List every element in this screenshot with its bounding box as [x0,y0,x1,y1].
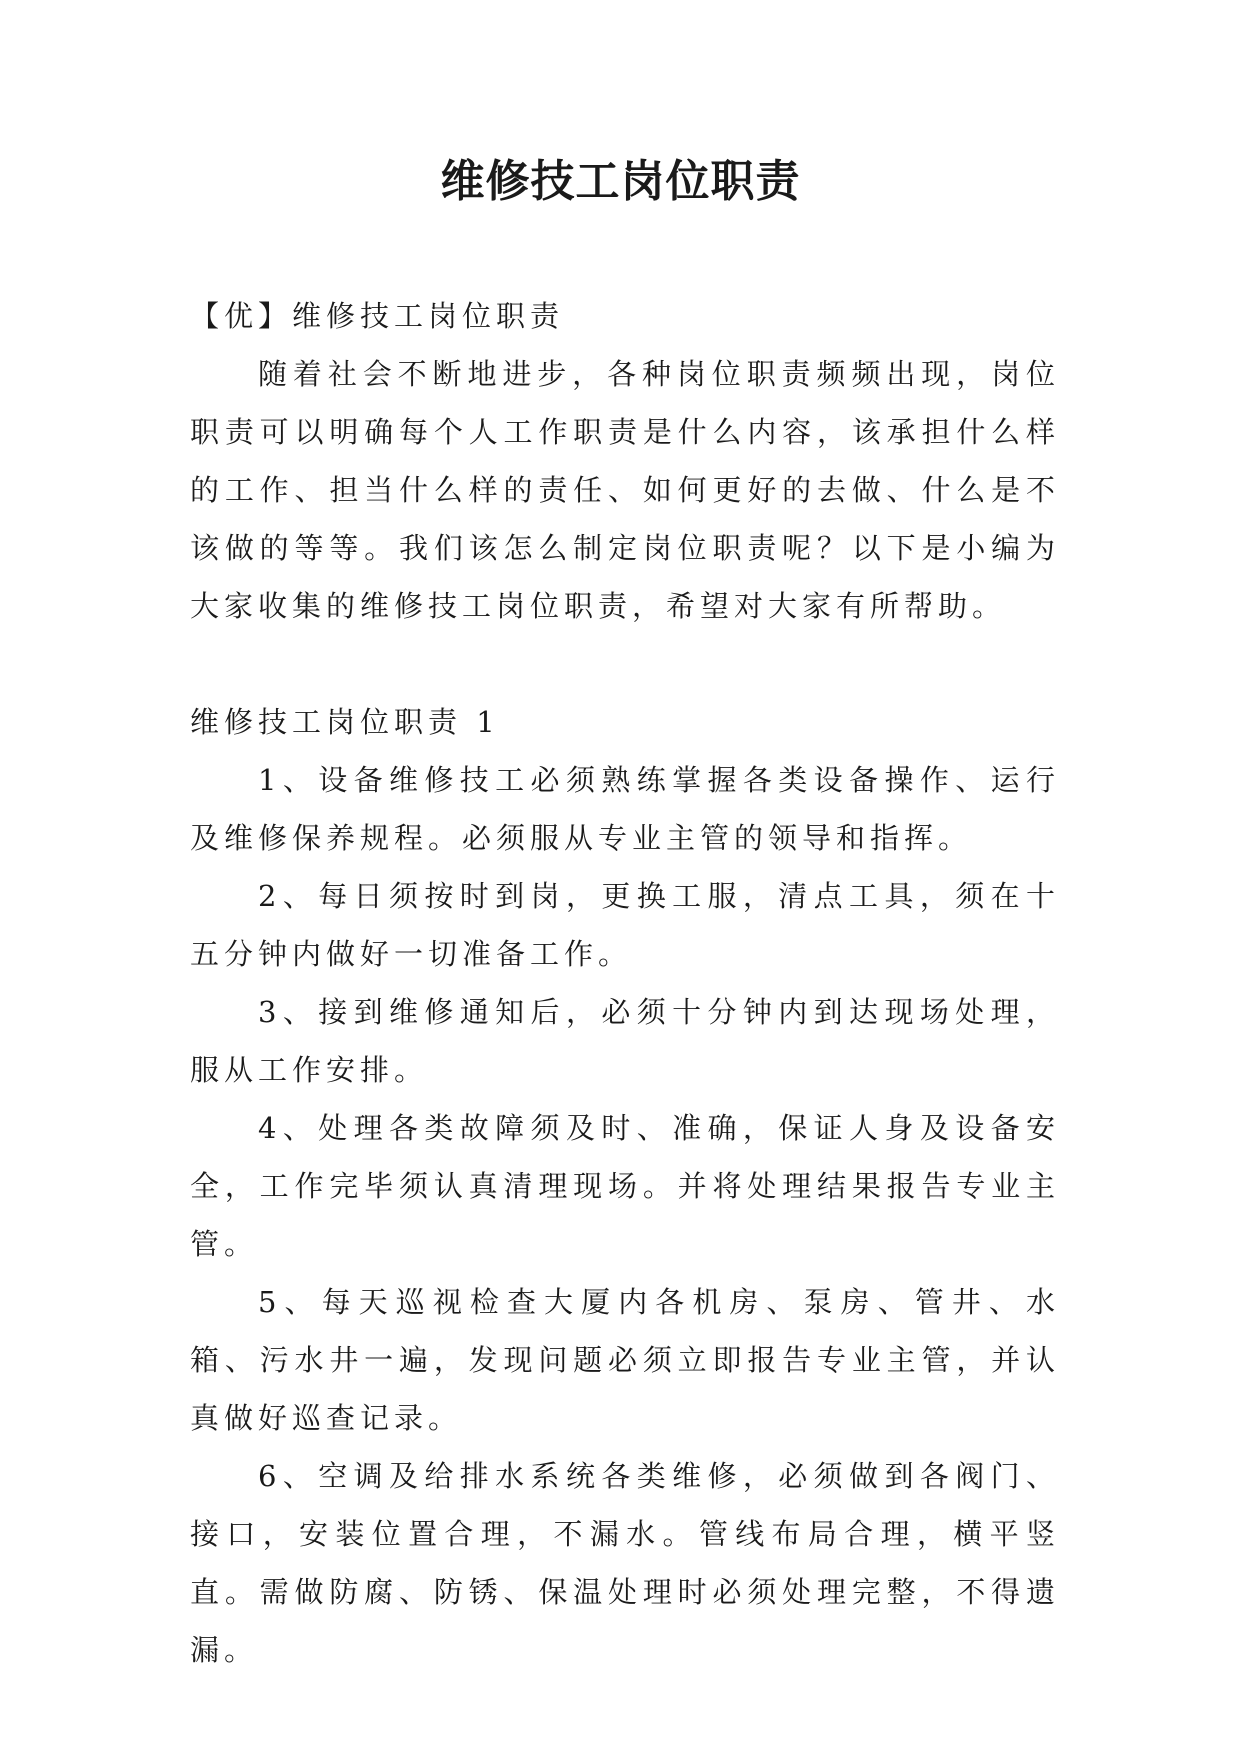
list-item: 1、设备维修技工必须熟练掌握各类设备操作、运行及维修保养规程。必须服从专业主管的领导和指挥。 [190,763,1060,855]
section-title: 维修技工岗位职责 1 [190,705,500,739]
list-item: 3、接到维修通知后，必须十分钟内到达现场处理，服从工作安排。 [190,995,1060,1087]
list-item: 6、空调及给排水系统各类维修，必须做到各阀门、接口，安装位置合理，不漏水。管线布局合理，横平竖直。需做防腐、防锈、保温处理时必须处理完整，不得遗漏。 [190,1459,1060,1667]
document-body [190,287,1060,1679]
list-item: 2、每日须按时到岗，更换工服，清点工具，须在十五分钟内做好一切准备工作。 [190,879,1060,971]
document-subtitle: 【优】维修技工岗位职责 [190,299,565,333]
paragraph-gap [190,635,1060,693]
document-title: 维修技工岗位职责 [440,156,801,207]
intro-paragraph: 随着社会不断地进步，各种岗位职责频频出现，岗位职责可以明确每个人工作职责是什么内容，该承担什么样的工作、担当什么样的责任、如何更好的去做、什么是不该做的等等。我们该怎么制定岗位职责呢？以下是小编为大家收集的维修技工岗位职责，希望对大家有所帮助。 [190,357,1060,623]
list-item: 5、每天巡视检查大厦内各机房、泵房、管井、水箱、污水井一遍，发现问题必须立即报告专业主管，并认真做好巡查记录。 [190,1285,1060,1435]
list-item: 4、处理各类故障须及时、准确，保证人身及设备安全，工作完毕须认真清理现场。并将处理结果报告专业主管。 [190,1111,1060,1261]
